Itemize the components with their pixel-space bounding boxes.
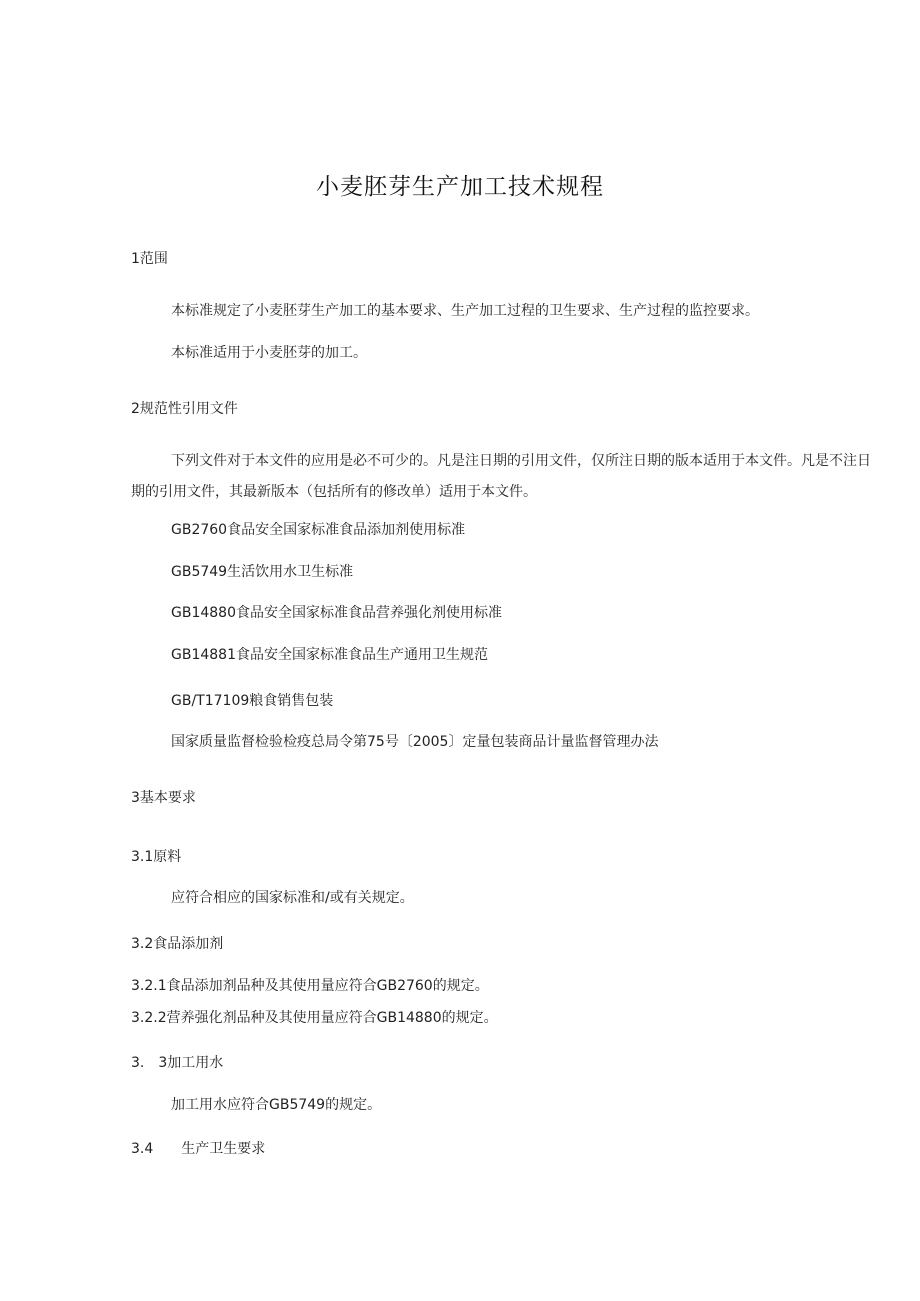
- section-3-3-text: 加工用水应符合GB5749的规定。: [171, 1097, 382, 1113]
- section-3-1-text: 应符合相应的国家标准和/或有关规定。: [171, 890, 414, 906]
- reference-item: GB5749生活饮用水卫生标准: [171, 564, 354, 580]
- section-3-2-2-text: 3.2.2营养强化剂品种及其使用量应符合GB14880的规定。: [131, 1010, 498, 1026]
- reference-item: GB/T17109粮食销售包装: [171, 693, 334, 709]
- reference-item: GB14881食品安全国家标准食品生产通用卫生规范: [171, 647, 488, 663]
- reference-item: GB2760食品安全国家标准食品添加剂使用标准: [171, 522, 466, 538]
- section-1-heading: 1范围: [131, 251, 168, 267]
- section-3-heading: 3基本要求: [131, 790, 196, 806]
- reference-item: 国家质量监督检验检疫总局令第75号〔2005〕定量包装商品计量监督管理办法: [171, 734, 659, 750]
- section-1-paragraph-2: 本标准适用于小麦胚芽的加工。: [171, 345, 367, 361]
- section-3-1-heading: 3.1原料: [131, 849, 182, 865]
- document-title: 小麦胚芽生产加工技术规程: [316, 174, 604, 200]
- section-2-intro: 下列文件对于本文件的应用是必不可少的。凡是注日期的引用文件，仅所注日期的版本适用于本文件。凡是不注日期的引用文件，其最新版本（包括所有的修改单）适用于本文件。: [131, 453, 871, 500]
- section-3-2-heading: 3.2食品添加剂: [131, 936, 224, 952]
- section-3-3-heading: 3. 3加工用水: [131, 1055, 224, 1071]
- section-3-2-1-text: 3.2.1食品添加剂品种及其使用量应符合GB2760的规定。: [131, 978, 489, 994]
- section-1-paragraph-1: 本标准规定了小麦胚芽生产加工的基本要求、生产加工过程的卫生要求、生产过程的监控要求。: [171, 303, 759, 319]
- section-2-heading: 2规范性引用文件: [131, 401, 238, 417]
- reference-item: GB14880食品安全国家标准食品营养强化剂使用标准: [171, 605, 502, 621]
- section-3-4-heading: 3.4 生产卫生要求: [131, 1141, 266, 1157]
